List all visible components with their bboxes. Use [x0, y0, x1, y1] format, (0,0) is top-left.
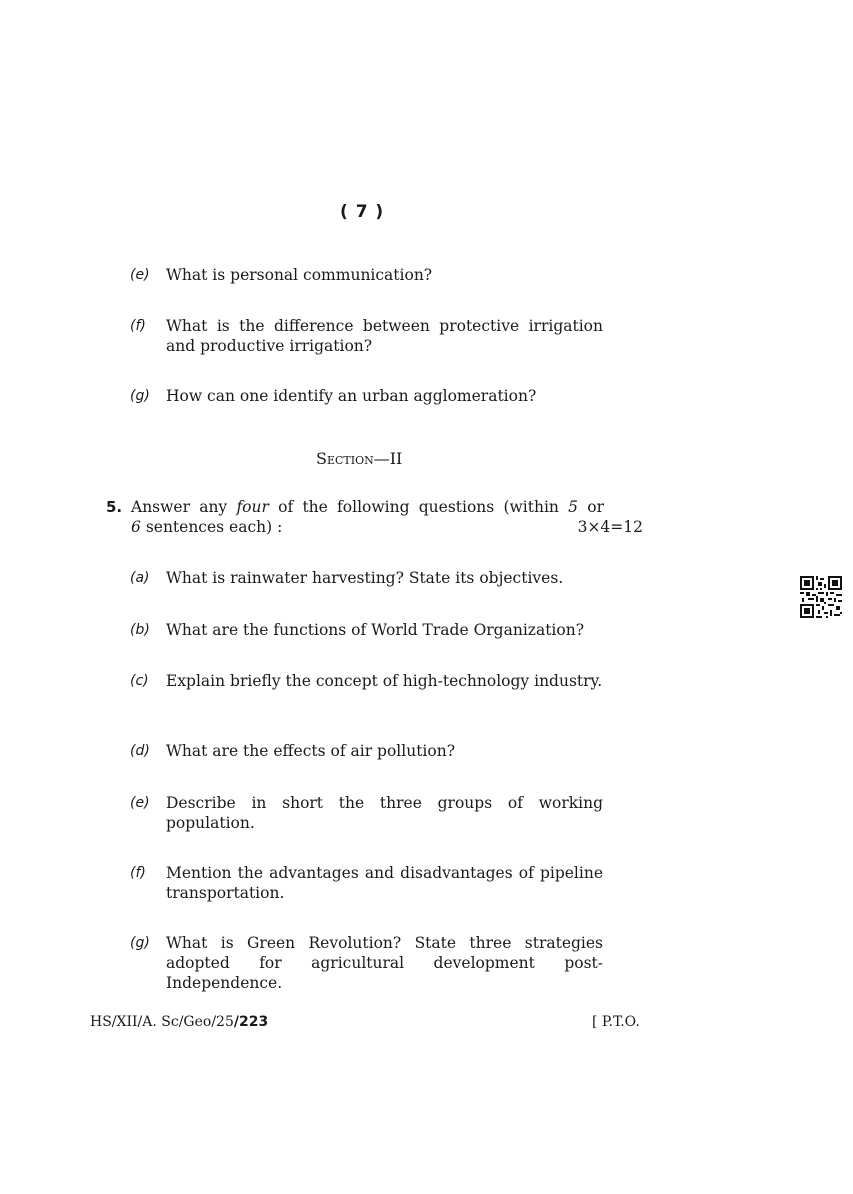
question-text: What is the difference between protective irrigation and productive irrigation?	[166, 317, 603, 355]
paper-code	[90, 1014, 268, 1030]
question-text: What is personal communication?	[166, 266, 433, 284]
question-label: (g)	[130, 935, 150, 951]
question-label: (e)	[130, 267, 150, 283]
page-number: ( 7 )	[340, 202, 385, 222]
question-label: (b)	[130, 622, 150, 638]
question-label: (f)	[130, 318, 146, 334]
q5-emphasis: four	[236, 498, 269, 516]
marks-allocation: 3×4=12	[577, 518, 643, 536]
question-text: How can one identify an urban agglomeration?	[166, 387, 537, 405]
q5-text: sentences each) :	[145, 518, 283, 536]
q5-emphasis: 5	[568, 498, 578, 516]
question-text: What are the effects of air pollution?	[166, 742, 456, 760]
question-label: (c)	[130, 673, 149, 689]
q5-text: or	[587, 498, 604, 516]
question-text: Mention the advantages and disadvantages of pipeline transportation.	[166, 864, 603, 902]
question-text: What is Green Revolution? State three strategies adopted for agricultural development post-Independence.	[166, 934, 603, 992]
section-heading-prefix: Section	[316, 449, 374, 468]
q5-text: Answer any	[131, 498, 228, 516]
q5-emphasis: 6	[131, 518, 141, 536]
question-label: (g)	[130, 388, 150, 404]
paper-code-number: /223	[233, 1014, 269, 1030]
question-label: (f)	[130, 865, 146, 881]
question-label: (d)	[130, 743, 150, 759]
question-text: What are the functions of World Trade Organization?	[166, 621, 585, 639]
qr-code-icon	[800, 576, 842, 618]
paper-code-text: HS/XII/A. Sc/Geo/25	[90, 1014, 234, 1030]
question-text: What is rainwater harvesting? State its objectives.	[166, 569, 564, 587]
question-5-line2	[131, 517, 643, 537]
pto-marker: [ P.T.O.	[592, 1014, 640, 1030]
section-heading	[316, 449, 402, 468]
question-5-line1	[131, 497, 604, 517]
question-label: (a)	[130, 570, 150, 586]
q5-text: of the following questions (within	[278, 498, 559, 516]
section-heading-suffix: —II	[373, 449, 403, 468]
question-text: Explain briefly the concept of high-technology industry.	[166, 672, 603, 690]
question-text: Describe in short the three groups of working population.	[166, 794, 603, 832]
question-number: 5.	[106, 498, 123, 516]
question-label: (e)	[130, 795, 150, 811]
